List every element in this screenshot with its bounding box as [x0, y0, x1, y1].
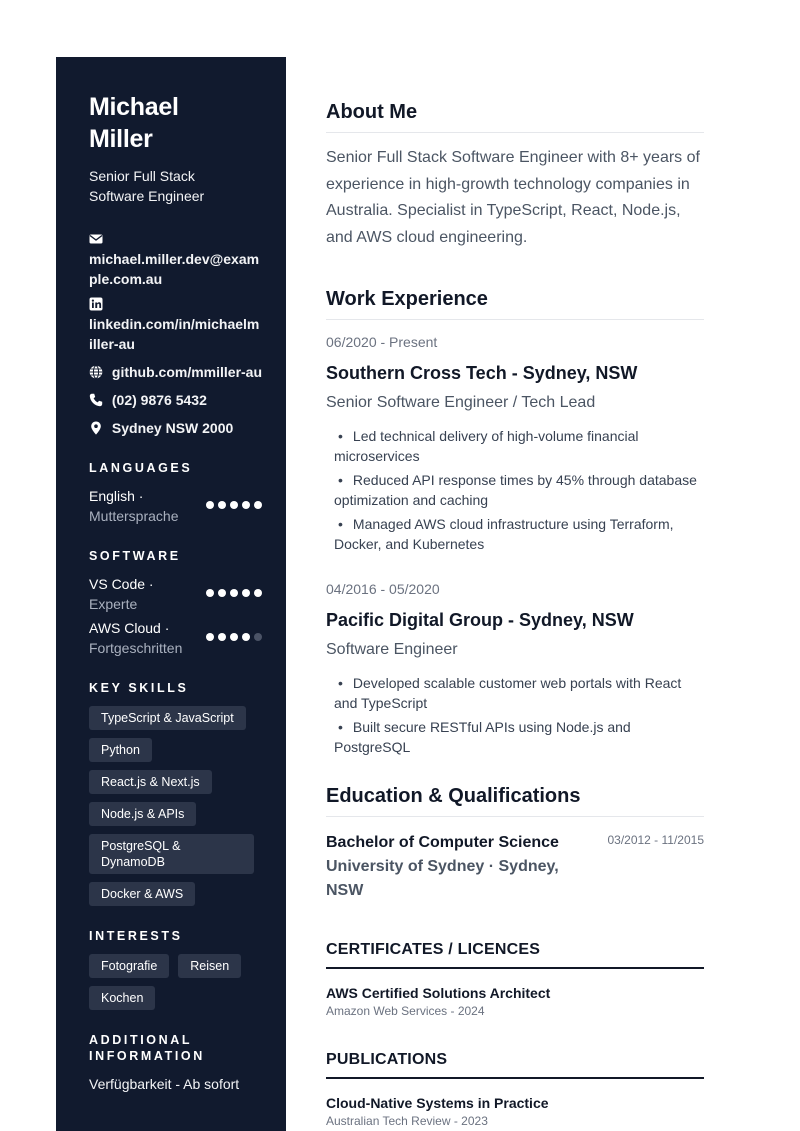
rating-dot-filled: [206, 633, 214, 641]
rating-dot-filled: [242, 633, 250, 641]
education-entry: [326, 831, 704, 903]
job-bullet: • Built secure RESTful APIs using Node.js and PostgreSQL: [334, 717, 704, 757]
rating-dot-filled: [254, 589, 262, 597]
skill-chip: Python: [89, 738, 152, 762]
job-dates: 04/2016 - 05/2020: [326, 581, 440, 597]
job-bullet: • Developed scalable customer web portals with React and TypeScript: [334, 673, 704, 713]
rating-dot-filled: [242, 589, 250, 597]
software-item: [89, 574, 262, 614]
software-level: Experte: [89, 596, 138, 612]
github-text: github.com/mmiller-au: [111, 364, 263, 380]
software-item: [89, 618, 262, 658]
title-line-2: Software Engineer: [89, 188, 205, 204]
rating-dot-filled: [206, 589, 214, 597]
software-name: VS Code ·: [89, 576, 154, 592]
interest-chip: Kochen: [89, 986, 155, 1010]
contact-phone[interactable]: [89, 390, 262, 410]
rating-dot-empty: [254, 633, 262, 641]
rating-dot-filled: [242, 501, 250, 509]
languages-heading: LANGUAGES: [89, 461, 193, 475]
job-bullet: • Reduced API response times by 45% through database optimization and caching: [334, 470, 704, 510]
software-name: AWS Cloud ·: [89, 620, 170, 636]
job-bullet: • Led technical delivery of high-volume financial microservices: [334, 426, 704, 466]
job-dates: 06/2020 - Present: [326, 334, 438, 350]
interests-list: [89, 954, 262, 1010]
additional-heading-line-2: INFORMATION: [89, 1049, 205, 1063]
phone-icon: [89, 393, 103, 407]
skill-chip: Node.js & APIs: [89, 802, 196, 826]
education-university: University of Sydney · Sydney, NSW: [326, 858, 559, 899]
certificate-name: AWS Certified Solutions Architect: [326, 985, 551, 1001]
skill-chip: React.js & Next.js: [89, 770, 212, 794]
job-bullets: [334, 673, 704, 757]
publication-entry: [326, 1094, 704, 1129]
rating-dot-filled: [254, 501, 262, 509]
skills-heading: KEY SKILLS: [89, 681, 189, 695]
certificate-meta: Amazon Web Services - 2024: [326, 1004, 485, 1018]
job-bullet: • Managed AWS cloud infrastructure using Terraform, Docker, and Kubernetes: [334, 514, 704, 554]
interests-heading: INTERESTS: [89, 929, 183, 943]
certificate-entry: [326, 984, 704, 1019]
education-degree: Bachelor of Computer Science: [326, 834, 559, 851]
software-level: Fortgeschritten: [89, 640, 183, 656]
language-level: Muttersprache: [89, 508, 179, 524]
additional-heading: [89, 1032, 262, 1064]
rating-dots: [206, 501, 262, 509]
linkedin-text: linkedin.com/in/michaelmiller-au: [89, 316, 260, 352]
phone-text: (02) 9876 5432: [111, 392, 207, 408]
envelope-icon: [89, 232, 103, 246]
languages-list: [89, 486, 262, 526]
skill-chip: Docker & AWS: [89, 882, 195, 906]
contact-location: [89, 418, 262, 438]
rating-dot-filled: [230, 501, 238, 509]
job-role: Software Engineer: [326, 641, 458, 658]
main-content: [326, 98, 704, 1129]
rating-dot-filled: [218, 633, 226, 641]
about-text: Senior Full Stack Software Engineer with 8+ years of experience in high-growth technology companies in Australia. Specialist in TypeScript, React, Node.js, and AWS cloud engineering.: [326, 149, 700, 246]
linkedin-icon: [89, 297, 103, 311]
job-entry: [326, 579, 704, 757]
location-text: Sydney NSW 2000: [111, 420, 234, 436]
contact-linkedin[interactable]: [89, 297, 262, 354]
job-company: Pacific Digital Group - Sydney, NSW: [326, 610, 634, 630]
globe-icon: [89, 365, 103, 379]
name-line-1: Michael: [89, 93, 179, 121]
contact-email[interactable]: [89, 232, 262, 289]
experience-heading: Work Experience: [326, 285, 704, 320]
publications-heading: PUBLICATIONS: [326, 1049, 704, 1079]
education-dates: 03/2012 - 11/2015: [607, 833, 704, 847]
rating-dots: [206, 633, 262, 641]
education-heading: Education & Qualifications: [326, 782, 704, 817]
title-line-1: Senior Full Stack: [89, 168, 195, 184]
publication-name: Cloud-Native Systems in Practice: [326, 1095, 549, 1111]
rating-dot-filled: [230, 589, 238, 597]
additional-heading-line-1: ADDITIONAL: [89, 1033, 193, 1047]
job-title: [89, 166, 262, 206]
skill-chip: PostgreSQL & DynamoDB: [89, 834, 254, 874]
language-name: English ·: [89, 488, 144, 504]
rating-dot-filled: [206, 501, 214, 509]
rating-dot-filled: [218, 589, 226, 597]
name-line-2: Miller: [89, 125, 153, 153]
rating-dot-filled: [218, 501, 226, 509]
software-list: [89, 574, 262, 658]
skills-list: [89, 706, 262, 906]
certificates-heading: CERTIFICATES / LICENCES: [326, 939, 704, 969]
about-heading: About Me: [326, 98, 704, 133]
availability-text: Verfügbarkeit - Ab sofort: [89, 1076, 240, 1092]
rating-dot-filled: [230, 633, 238, 641]
job-company: Southern Cross Tech - Sydney, NSW: [326, 363, 638, 383]
language-item: [89, 486, 262, 526]
job-entry: [326, 332, 704, 554]
interest-chip: Fotografie: [89, 954, 169, 978]
skill-chip: TypeScript & JavaScript: [89, 706, 246, 730]
location-pin-icon: [89, 421, 103, 435]
candidate-name: [89, 91, 262, 155]
email-text: michael.miller.dev@example.com.au: [89, 251, 260, 287]
interest-chip: Reisen: [178, 954, 241, 978]
software-heading: SOFTWARE: [89, 549, 181, 563]
job-bullets: [334, 426, 704, 554]
sidebar: [56, 57, 286, 1131]
publication-meta: Australian Tech Review - 2023: [326, 1114, 488, 1128]
contact-github[interactable]: [89, 362, 262, 382]
contact-list: [89, 232, 262, 438]
job-role: Senior Software Engineer / Tech Lead: [326, 394, 596, 411]
rating-dots: [206, 589, 262, 597]
